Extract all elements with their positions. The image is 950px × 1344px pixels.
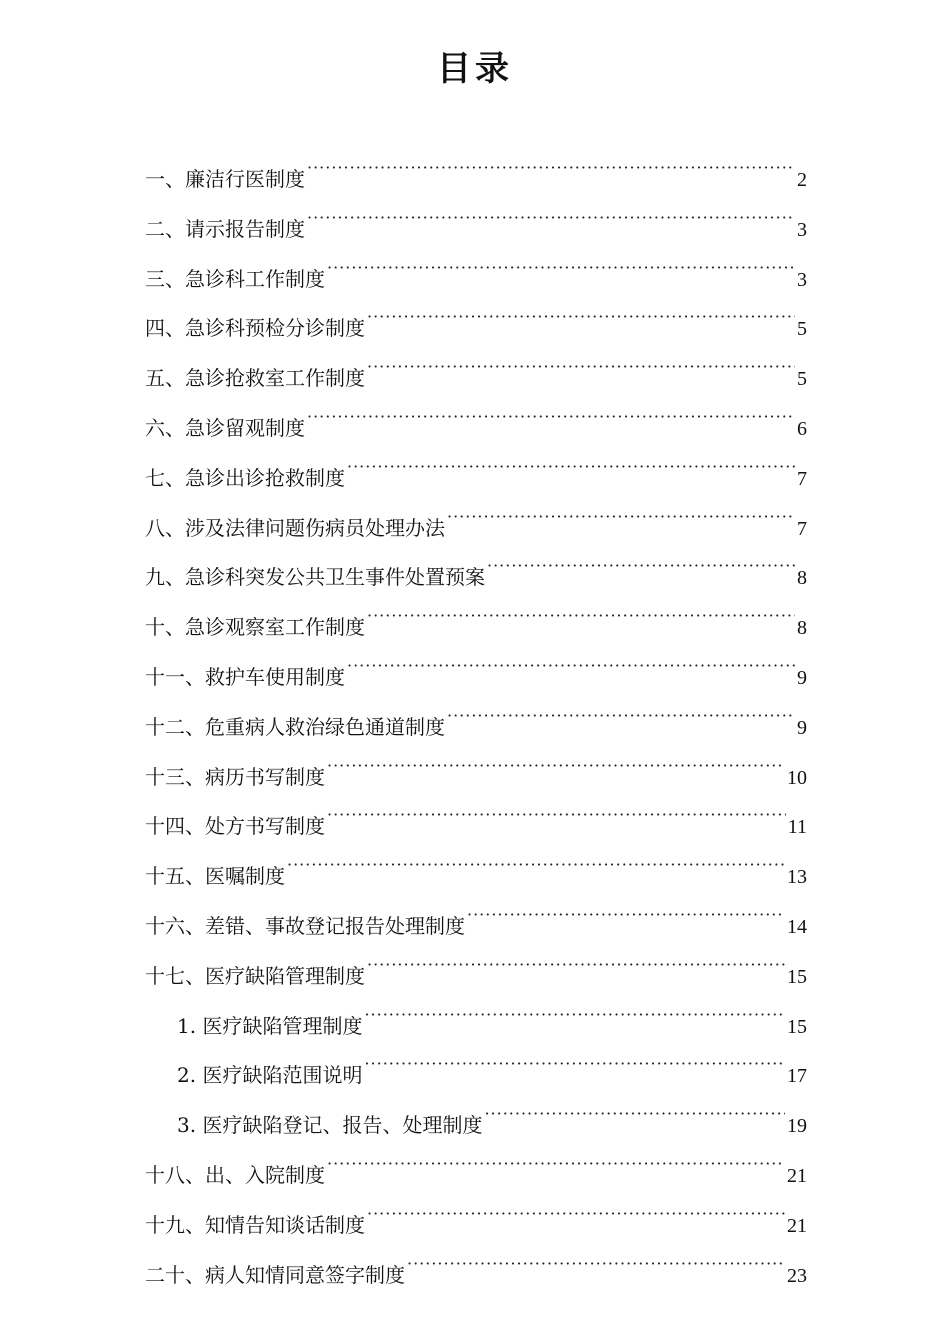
toc-entry-page-number: 15: [787, 1015, 807, 1038]
toc-entry-label: 五、急诊抢救室工作制度: [145, 366, 365, 391]
toc-dot-leader: [347, 449, 795, 485]
toc-entry-page-number: 10: [787, 766, 807, 789]
toc-entry[interactable]: [145, 150, 807, 200]
toc-entry-page-number: 13: [787, 866, 807, 889]
toc-entry-page-number: 11: [787, 816, 807, 839]
toc-dot-leader: [347, 648, 795, 684]
toc-entry-label: 2. 医疗缺陷范围说明: [177, 1063, 363, 1088]
toc-entry[interactable]: [145, 1096, 807, 1146]
toc-entry-page-number: 21: [787, 1214, 807, 1237]
toc-entry-label: 四、急诊科预检分诊制度: [145, 316, 365, 341]
toc-entry-label: 3. 医疗缺陷登记、报告、处理制度: [177, 1113, 483, 1138]
toc-entry-page-number: 3: [797, 268, 807, 291]
toc-entry-page-number: 7: [797, 467, 807, 490]
toc-dot-leader: [307, 150, 795, 186]
toc-dot-leader: [307, 200, 795, 236]
toc-entry-label: 八、涉及法律问题伤病员处理办法: [145, 515, 445, 540]
toc-entry-page-number: 2: [797, 169, 807, 191]
toc-dot-leader: [327, 1146, 785, 1182]
toc-dot-leader: [364, 1046, 785, 1082]
toc-entry-label: 十、急诊观察室工作制度: [145, 615, 365, 640]
table-of-contents: [145, 150, 807, 1295]
toc-dot-leader: [447, 499, 795, 535]
toc-dot-leader: [307, 399, 795, 435]
toc-entry-page-number: 19: [787, 1115, 807, 1138]
toc-entry-label: 九、急诊科突发公共卫生事件处置预案: [145, 565, 485, 590]
toc-entry-page-number: 3: [797, 218, 807, 241]
toc-entry-page-number: 14: [787, 915, 807, 938]
toc-entry[interactable]: [145, 299, 807, 349]
toc-entry-label: 1. 医疗缺陷管理制度: [177, 1013, 363, 1038]
toc-dot-leader: [327, 797, 786, 833]
toc-entry-label: 十二、危重病人救治绿色通道制度: [145, 714, 445, 739]
toc-entry-label: 十一、救护车使用制度: [145, 664, 345, 689]
toc-dot-leader: [287, 847, 785, 883]
toc-dot-leader: [484, 1096, 785, 1132]
toc-entry-page-number: 9: [797, 716, 807, 739]
toc-entry[interactable]: [145, 598, 807, 648]
toc-entry-page-number: 21: [787, 1164, 807, 1187]
toc-dot-leader: [367, 947, 785, 983]
toc-entry-page-number: 9: [797, 666, 807, 689]
toc-entry[interactable]: [145, 449, 807, 499]
toc-entry[interactable]: [145, 648, 807, 698]
toc-entry[interactable]: [145, 1046, 807, 1096]
toc-entry-page-number: 8: [797, 567, 807, 590]
toc-entry[interactable]: [145, 698, 807, 748]
toc-entry-page-number: 8: [797, 617, 807, 640]
toc-entry-label: 二十、病人知情同意签字制度: [145, 1262, 405, 1287]
toc-dot-leader: [327, 250, 795, 286]
toc-dot-leader: [407, 1246, 785, 1282]
toc-entry[interactable]: [145, 847, 807, 897]
toc-entry[interactable]: [145, 897, 807, 947]
toc-entry[interactable]: [145, 349, 807, 399]
toc-entry-label: 十三、病历书写制度: [145, 764, 325, 789]
toc-entry-label: 二、请示报告制度: [145, 216, 305, 241]
toc-entry-page-number: 6: [797, 417, 807, 440]
toc-entry-page-number: 15: [787, 965, 807, 988]
toc-entry[interactable]: [145, 250, 807, 300]
toc-dot-leader: [364, 997, 785, 1033]
toc-entry-label: 十七、医疗缺陷管理制度: [145, 963, 365, 988]
toc-entry-page-number: 5: [797, 318, 807, 341]
toc-entry-page-number: 5: [797, 368, 807, 391]
toc-entry-label: 十八、出、入院制度: [145, 1162, 325, 1187]
toc-dot-leader: [367, 299, 795, 335]
toc-entry[interactable]: [145, 499, 807, 549]
toc-entry-label: 十四、处方书写制度: [145, 814, 325, 839]
toc-entry-page-number: 23: [787, 1264, 807, 1287]
toc-dot-leader: [367, 598, 795, 634]
toc-dot-leader: [367, 1196, 785, 1232]
toc-entry[interactable]: [145, 200, 807, 250]
toc-entry-label: 十五、医嘱制度: [145, 864, 285, 889]
toc-entry[interactable]: [145, 1246, 807, 1296]
toc-dot-leader: [487, 548, 795, 584]
toc-entry-label: 六、急诊留观制度: [145, 415, 305, 440]
toc-entry-label: 十六、差错、事故登记报告处理制度: [145, 913, 465, 938]
toc-entry[interactable]: [145, 1146, 807, 1196]
toc-entry[interactable]: [145, 748, 807, 798]
toc-dot-leader: [467, 897, 785, 933]
page-title: 目录: [437, 49, 513, 89]
toc-dot-leader: [367, 349, 795, 385]
toc-entry[interactable]: [145, 399, 807, 449]
toc-entry-label: 十九、知情告知谈话制度: [145, 1212, 365, 1237]
toc-entry-label: 七、急诊出诊抢救制度: [145, 465, 345, 490]
toc-entry-label: 一、廉洁行医制度: [145, 167, 305, 191]
toc-entry-page-number: 7: [797, 517, 807, 540]
toc-entry-label: 三、急诊科工作制度: [145, 266, 325, 291]
toc-entry[interactable]: [145, 797, 807, 847]
toc-entry-page-number: 17: [787, 1065, 807, 1088]
toc-entry[interactable]: [145, 997, 807, 1047]
toc-entry[interactable]: [145, 947, 807, 997]
toc-dot-leader: [447, 698, 795, 734]
toc-entry[interactable]: [145, 548, 807, 598]
toc-dot-leader: [327, 748, 785, 784]
toc-entry[interactable]: [145, 1196, 807, 1246]
